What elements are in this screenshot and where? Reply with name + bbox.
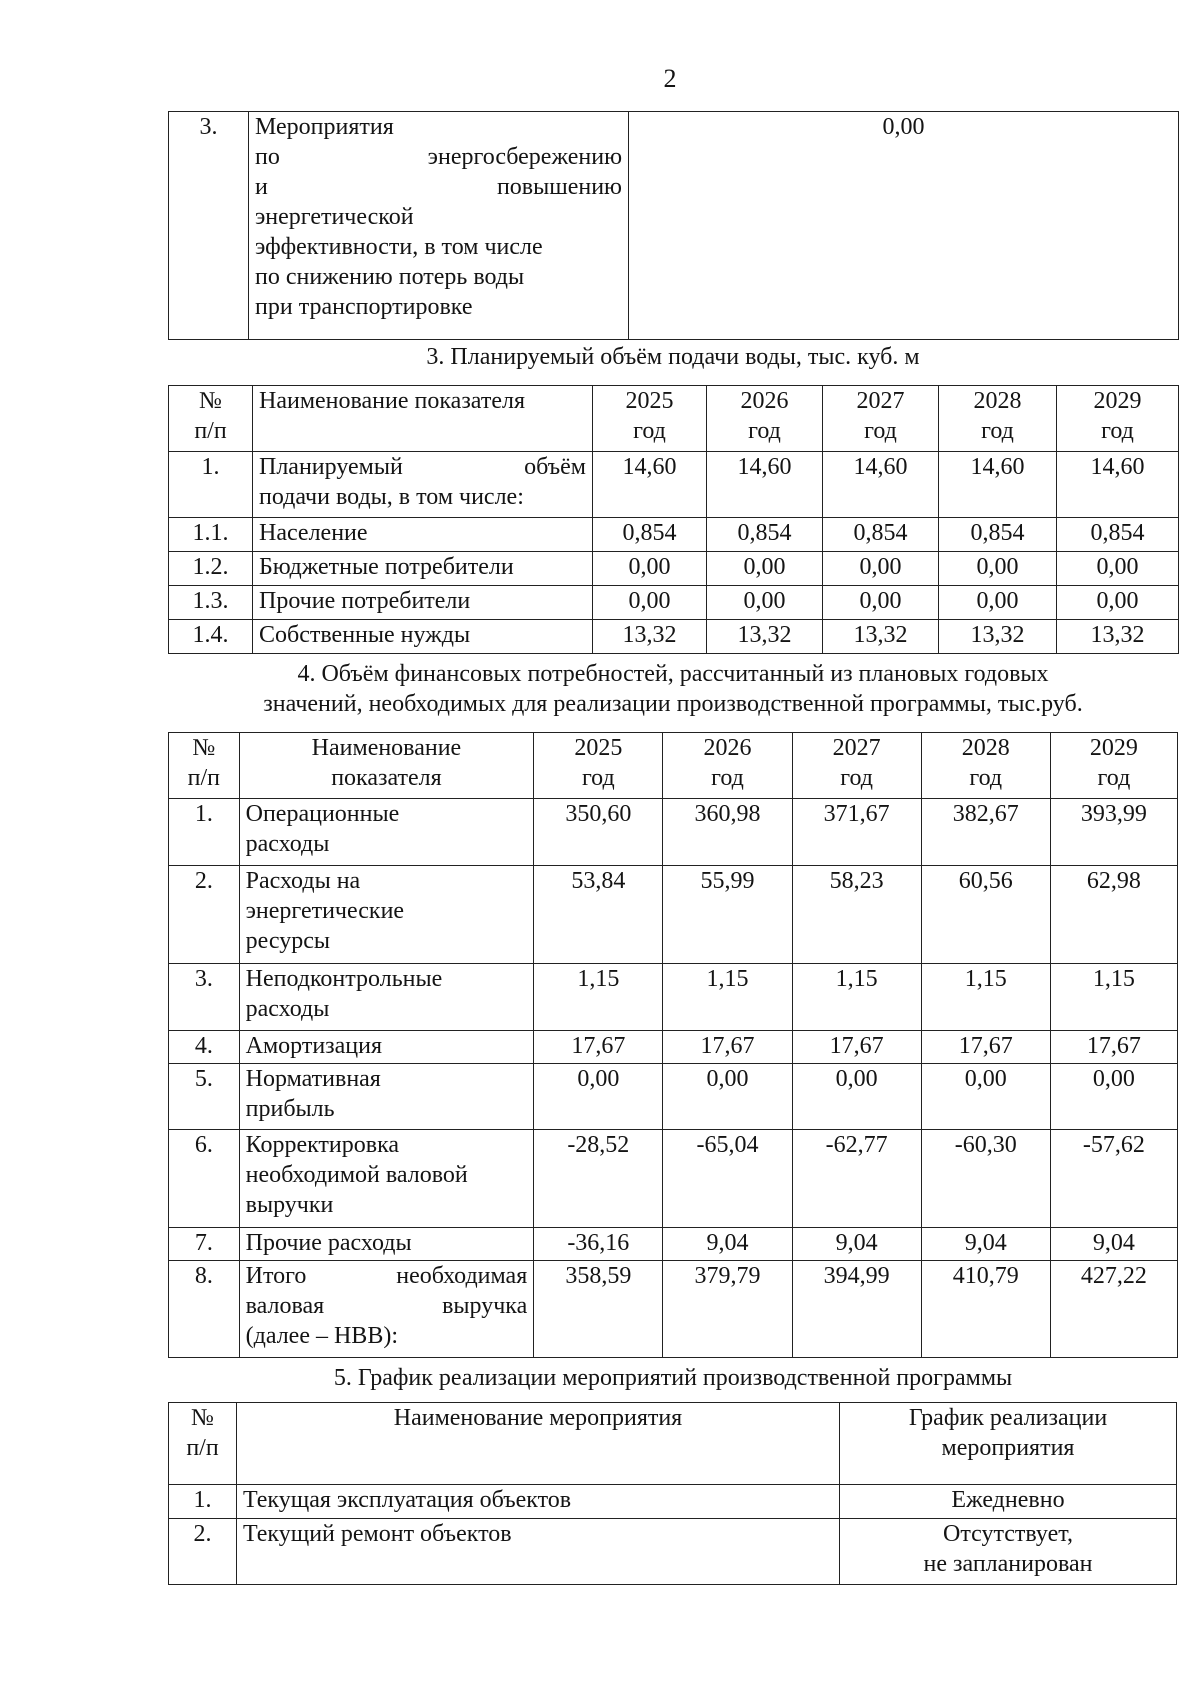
cell-value: 9,04 (1050, 1228, 1177, 1261)
cell-value: 0,854 (823, 518, 939, 552)
table-row (169, 866, 1178, 964)
row-name: Корректировка необходимой валовой выручки (239, 1130, 534, 1228)
header-year: 2029 год (1050, 733, 1177, 799)
cell-value: 13,32 (939, 620, 1057, 654)
header-schedule: График реализации мероприятия (840, 1403, 1177, 1485)
row-number: 7. (169, 1228, 240, 1261)
header-year: 2028 год (921, 733, 1050, 799)
row-number: 1.1. (169, 518, 253, 552)
row-name: Операционные расходы (239, 799, 534, 866)
cell-value: 1,15 (792, 964, 921, 1031)
cell-value: 0,00 (1057, 552, 1179, 586)
cell-value: 13,32 (823, 620, 939, 654)
cell-value: 0,00 (939, 552, 1057, 586)
header-num: № п/п (169, 1403, 237, 1485)
row-name: Прочие потребители (253, 586, 593, 620)
table-row (169, 620, 1179, 654)
header-year: 2026 год (663, 733, 792, 799)
cell-value: 350,60 (534, 799, 663, 866)
cell-value: 13,32 (1057, 620, 1179, 654)
row-name: Нормативная прибыль (239, 1064, 534, 1130)
header-year: 2029 год (1057, 386, 1179, 452)
header-name: Наименование мероприятия (237, 1403, 840, 1485)
cell-value: 379,79 (663, 1261, 792, 1358)
cell-value: 0,854 (1057, 518, 1179, 552)
table-row (169, 586, 1179, 620)
cell-value: 0,00 (593, 552, 707, 586)
table-header-row (169, 386, 1179, 452)
row-number: 4. (169, 1031, 240, 1064)
measure-value: 0,00 (629, 112, 1179, 340)
cell-value: 53,84 (534, 866, 663, 964)
cell-value: 358,59 (534, 1261, 663, 1358)
row-name: Итого необходимая валовая выручка (далее – НВВ): (239, 1261, 534, 1358)
page-number: 2 (663, 64, 677, 93)
cell-value: 13,32 (707, 620, 823, 654)
cell-value: 0,00 (663, 1064, 792, 1130)
cell-value: 0,00 (921, 1064, 1050, 1130)
row-name: Прочие расходы (239, 1228, 534, 1261)
cell-value: 17,67 (1050, 1031, 1177, 1064)
row-name: Бюджетные потребители (253, 552, 593, 586)
cell-value: 0,00 (707, 552, 823, 586)
cell-value: -60,30 (921, 1130, 1050, 1228)
row-number: 2. (169, 866, 240, 964)
row-number: 6. (169, 1130, 240, 1228)
cell-value: 14,60 (939, 452, 1057, 518)
cell-value: 60,56 (921, 866, 1050, 964)
section3-title: 3. Планируемый объём подачи воды, тыс. куб. м (426, 344, 920, 370)
cell-value: -65,04 (663, 1130, 792, 1228)
cell-value: 382,67 (921, 799, 1050, 866)
row-number: 1.3. (169, 586, 253, 620)
row-name: Расходы на энергетические ресурсы (239, 866, 534, 964)
cell-value: 17,67 (663, 1031, 792, 1064)
table-row (169, 552, 1179, 586)
water-supply-table (168, 385, 1179, 654)
cell-value: 58,23 (792, 866, 921, 964)
cell-value: 14,60 (593, 452, 707, 518)
table-header-row (169, 733, 1178, 799)
cell-value: 9,04 (792, 1228, 921, 1261)
row-number: 8. (169, 1261, 240, 1358)
cell-value: 9,04 (663, 1228, 792, 1261)
header-num: № п/п (169, 386, 253, 452)
cell-value: 1,15 (534, 964, 663, 1031)
cell-value: 0,854 (593, 518, 707, 552)
cell-value: 55,99 (663, 866, 792, 964)
cell-value: 371,67 (792, 799, 921, 866)
row-name: Население (253, 518, 593, 552)
cell-value: 0,00 (823, 552, 939, 586)
cell-value: 0,854 (939, 518, 1057, 552)
row-name: Амортизация (239, 1031, 534, 1064)
cell-value: -28,52 (534, 1130, 663, 1228)
cell-value: -36,16 (534, 1228, 663, 1261)
row-number: 3. (169, 112, 249, 340)
cell-value: 17,67 (534, 1031, 663, 1064)
row-number: 1.4. (169, 620, 253, 654)
cell-value: 393,99 (1050, 799, 1177, 866)
row-name: Текущая эксплуатация объектов (237, 1485, 840, 1519)
table-row (169, 799, 1178, 866)
cell-value: 9,04 (921, 1228, 1050, 1261)
cell-value: 1,15 (663, 964, 792, 1031)
cell-value: 0,00 (792, 1064, 921, 1130)
table-row (169, 1485, 1177, 1519)
table-row (169, 1064, 1178, 1130)
cell-value: 14,60 (1057, 452, 1179, 518)
header-year: 2025 год (593, 386, 707, 452)
financial-needs-table (168, 732, 1178, 1358)
row-number: 1. (169, 1485, 237, 1519)
cell-value: 14,60 (823, 452, 939, 518)
cell-value: 17,67 (921, 1031, 1050, 1064)
cell-value: 0,854 (707, 518, 823, 552)
table-row (169, 452, 1179, 518)
header-name: Наименование показателя (239, 733, 534, 799)
table-header-row (169, 1403, 1177, 1485)
schedule-table (168, 1402, 1177, 1585)
row-number: 1. (169, 799, 240, 866)
header-year: 2025 год (534, 733, 663, 799)
cell-value: 0,00 (823, 586, 939, 620)
cell-value: -62,77 (792, 1130, 921, 1228)
section4-title: 4. Объём финансовых потребностей, рассчитанный из плановых годовых значений, необходимых для реализации производственной программы, тыс.руб. (263, 661, 1083, 717)
header-num: № п/п (169, 733, 240, 799)
cell-value: 410,79 (921, 1261, 1050, 1358)
cell-value: 13,32 (593, 620, 707, 654)
table-row (169, 1519, 1177, 1585)
cell-value: 62,98 (1050, 866, 1177, 964)
header-year: 2027 год (823, 386, 939, 452)
row-schedule: Ежедневно (840, 1485, 1177, 1519)
row-name: Неподконтрольные расходы (239, 964, 534, 1031)
cell-value: 0,00 (534, 1064, 663, 1130)
measures-table (168, 111, 1179, 340)
cell-value: 0,00 (1057, 586, 1179, 620)
row-schedule: Отсутствует, не запланирован (840, 1519, 1177, 1585)
section5-title: 5. График реализации мероприятий производственной программы (333, 1365, 1013, 1391)
cell-value: 0,00 (707, 586, 823, 620)
cell-value: 1,15 (1050, 964, 1177, 1031)
row-number: 3. (169, 964, 240, 1031)
row-number: 1. (169, 452, 253, 518)
table-row (169, 964, 1178, 1031)
header-year: 2028 год (939, 386, 1057, 452)
row-number: 5. (169, 1064, 240, 1130)
row-number: 1.2. (169, 552, 253, 586)
row-name: Текущий ремонт объектов (237, 1519, 840, 1585)
cell-value: 0,00 (1050, 1064, 1177, 1130)
table-row (169, 1261, 1178, 1358)
header-year: 2026 год (707, 386, 823, 452)
cell-value: 427,22 (1050, 1261, 1177, 1358)
cell-value: 1,15 (921, 964, 1050, 1031)
table-row (169, 1228, 1178, 1261)
cell-value: 394,99 (792, 1261, 921, 1358)
table-row (169, 1031, 1178, 1064)
cell-value: 0,00 (593, 586, 707, 620)
cell-value: 360,98 (663, 799, 792, 866)
table-row (169, 518, 1179, 552)
header-name: Наименование показателя (253, 386, 593, 452)
row-name: Планируемый объём подачи воды, в том числе: (253, 452, 593, 518)
cell-value: 14,60 (707, 452, 823, 518)
table-row (169, 1130, 1178, 1228)
row-number: 2. (169, 1519, 237, 1585)
row-name: Собственные нужды (253, 620, 593, 654)
table-row (169, 112, 1179, 340)
cell-value: 0,00 (939, 586, 1057, 620)
measure-name: Мероприятия по энергосбережению и повышению энергетической эффективности, в том числе по снижению потерь воды при транспортировке (249, 112, 629, 340)
header-year: 2027 год (792, 733, 921, 799)
cell-value: 17,67 (792, 1031, 921, 1064)
cell-value: -57,62 (1050, 1130, 1177, 1228)
